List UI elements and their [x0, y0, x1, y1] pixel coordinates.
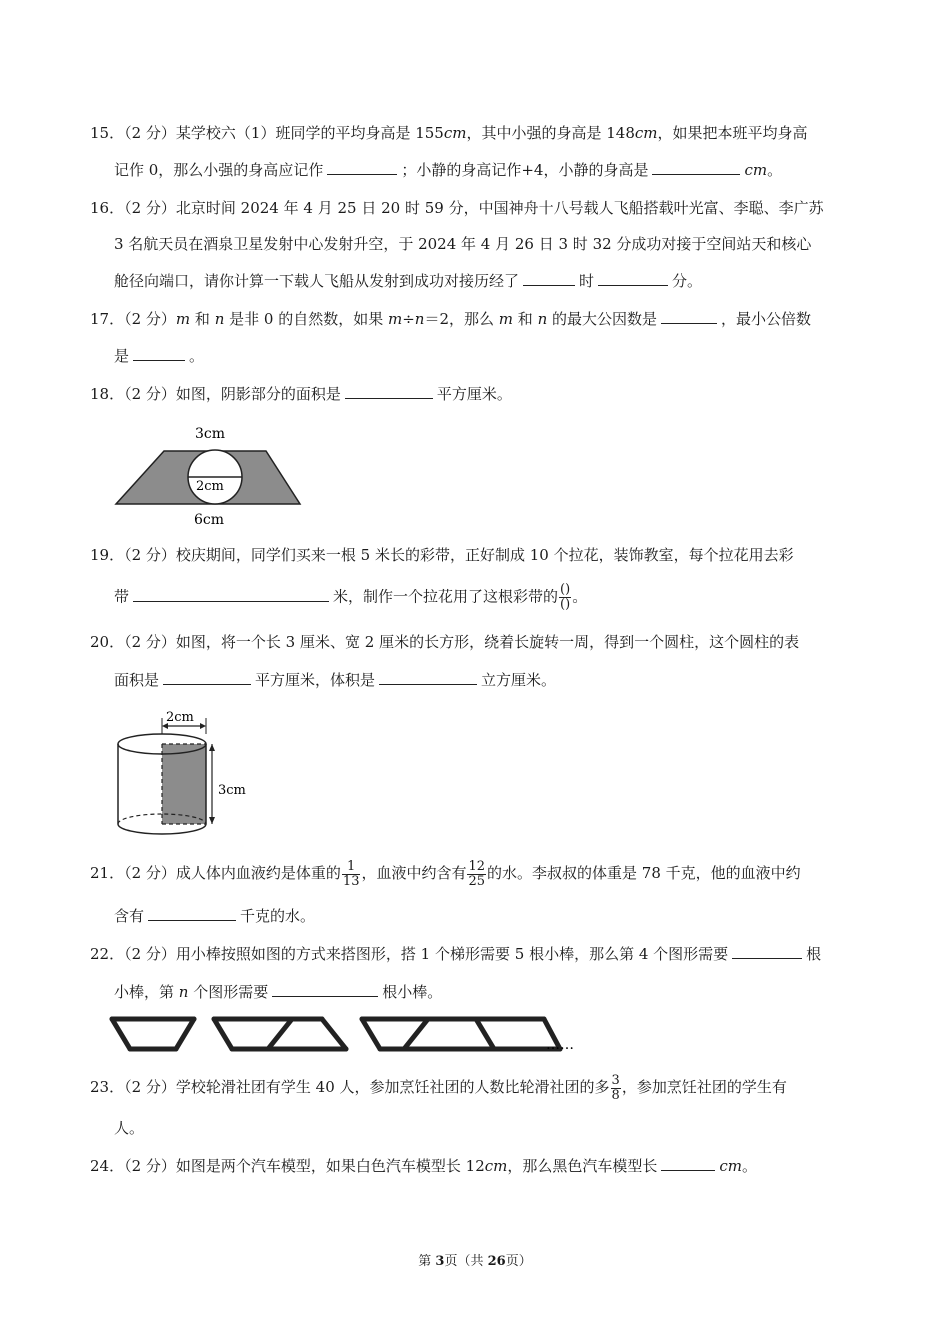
answer-blank[interactable] — [661, 1156, 715, 1171]
answer-blank[interactable] — [379, 670, 477, 685]
fraction: $\frac{1}{13}$ — [342, 858, 360, 889]
stick-pattern-figure — [108, 1013, 598, 1055]
q16-line-3: 舱径向端口，请你计算一下载人飞船从发射到成功对接历经了 时 分。 — [114, 272, 703, 290]
bottom-base-label: 6cm — [194, 512, 225, 528]
fraction-blank[interactable]: $\frac{()}{()}$ — [560, 582, 571, 612]
answer-blank[interactable] — [133, 346, 185, 361]
answer-blank[interactable] — [148, 906, 236, 921]
height-label: 3cm — [218, 783, 246, 798]
answer-blank[interactable] — [598, 271, 668, 286]
fraction: $\frac{12}{25}$ — [468, 858, 486, 889]
q18-line-1: 18．（2 分）如图，阴影部分的面积是 平方厘米。 — [90, 385, 512, 403]
diameter-label: 2cm — [196, 479, 224, 494]
q15-line-1: 15．（2 分）某学校六（1）班同学的平均身高是 155cm，其中小强的身高是 148cm，如果把本班平均身高 — [90, 124, 808, 142]
answer-blank[interactable] — [523, 271, 575, 286]
q19-line-2: 带 米，制作一个拉花用了这根彩带的 $\frac{()}{()}$ 。 — [114, 582, 588, 612]
q20-line-1: 20．（2 分）如图，将一个长 3 厘米、宽 2 厘米的长方形，绕着长旋转一周，得到一个圆柱，这个圆柱的表 — [90, 633, 800, 651]
page-footer: 第 3页（共 26页） — [418, 1254, 532, 1269]
q21-line-2: 含有 千克的水。 — [114, 907, 316, 925]
answer-blank[interactable] — [133, 587, 329, 602]
q22-line-2: 小棒，第 n 个图形需要 根小棒。 — [114, 983, 443, 1001]
q23-line-1: 23．（2 分）学校轮滑社团有学生 40 人，参加烹饪社团的人数比轮滑社团的多 $\frac{3}{8}$ ，参加烹饪社团的学生有 — [90, 1072, 787, 1103]
answer-blank[interactable] — [732, 944, 802, 959]
answer-blank[interactable] — [652, 160, 740, 175]
q16-line-2: 3 名航天员在酒泉卫星发射中心发射升空，于 2024 年 4 月 26 日 3 时 32 分成功对接于空间站天和核心 — [114, 235, 812, 253]
q16-line-1: 16．（2 分）北京时间 2024 年 4 月 25 日 20 时 59 分，中国神舟十八号载人飞船搭载叶光富、李聪、李广苏 — [90, 199, 824, 217]
width-label: 2cm — [166, 710, 194, 725]
cylinder-figure — [110, 704, 270, 842]
answer-blank[interactable] — [327, 160, 397, 175]
trapezoid-circle-figure — [110, 418, 310, 530]
fraction: $\frac{3}{8}$ — [611, 1072, 620, 1103]
q24-line-1: 24．（2 分）如图是两个汽车模型，如果白色汽车模型长 12cm，那么黑色汽车模型长 cm。 — [90, 1157, 758, 1175]
answer-blank[interactable] — [163, 670, 251, 685]
q22-line-1: 22．（2 分）用小棒按照如图的方式来搭图形，搭 1 个梯形需要 5 根小棒，那么第 4 个图形需要 根 — [90, 945, 822, 963]
answer-blank[interactable] — [272, 982, 378, 997]
q15-line-2: 记作 0，那么小强的身高应记作 ；小静的身高记作+4，小静的身高是 cm。 — [114, 161, 783, 179]
answer-blank[interactable] — [661, 309, 717, 324]
q21-line-1: 21．（2 分）成人体内血液约是体重的 $\frac{1}{13}$ ，血液中约含有 $\frac{12}{25}$ 的水。李叔叔的体重是 78 千克，他的血液中约 — [90, 858, 801, 889]
answer-blank[interactable] — [345, 384, 433, 399]
top-base-label: 3cm — [195, 426, 226, 442]
q23-line-2: 人。 — [114, 1119, 145, 1137]
q20-line-2: 面积是 平方厘米，体积是 立方厘米。 — [114, 671, 557, 689]
q17-line-2: 是 。 — [114, 347, 205, 365]
q19-line-1: 19．（2 分）校庆期间，同学们买来一根 5 米长的彩带，正好制成 10 个拉花，装饰教室，每个拉花用去彩 — [90, 546, 794, 564]
ellipsis: …… — [546, 1037, 574, 1053]
q17-line-1: 17．（2 分）m 和 n 是非 0 的自然数，如果 m÷n＝2，那么 m 和 n 的最大公因数是 ，最小公倍数 — [90, 310, 812, 328]
